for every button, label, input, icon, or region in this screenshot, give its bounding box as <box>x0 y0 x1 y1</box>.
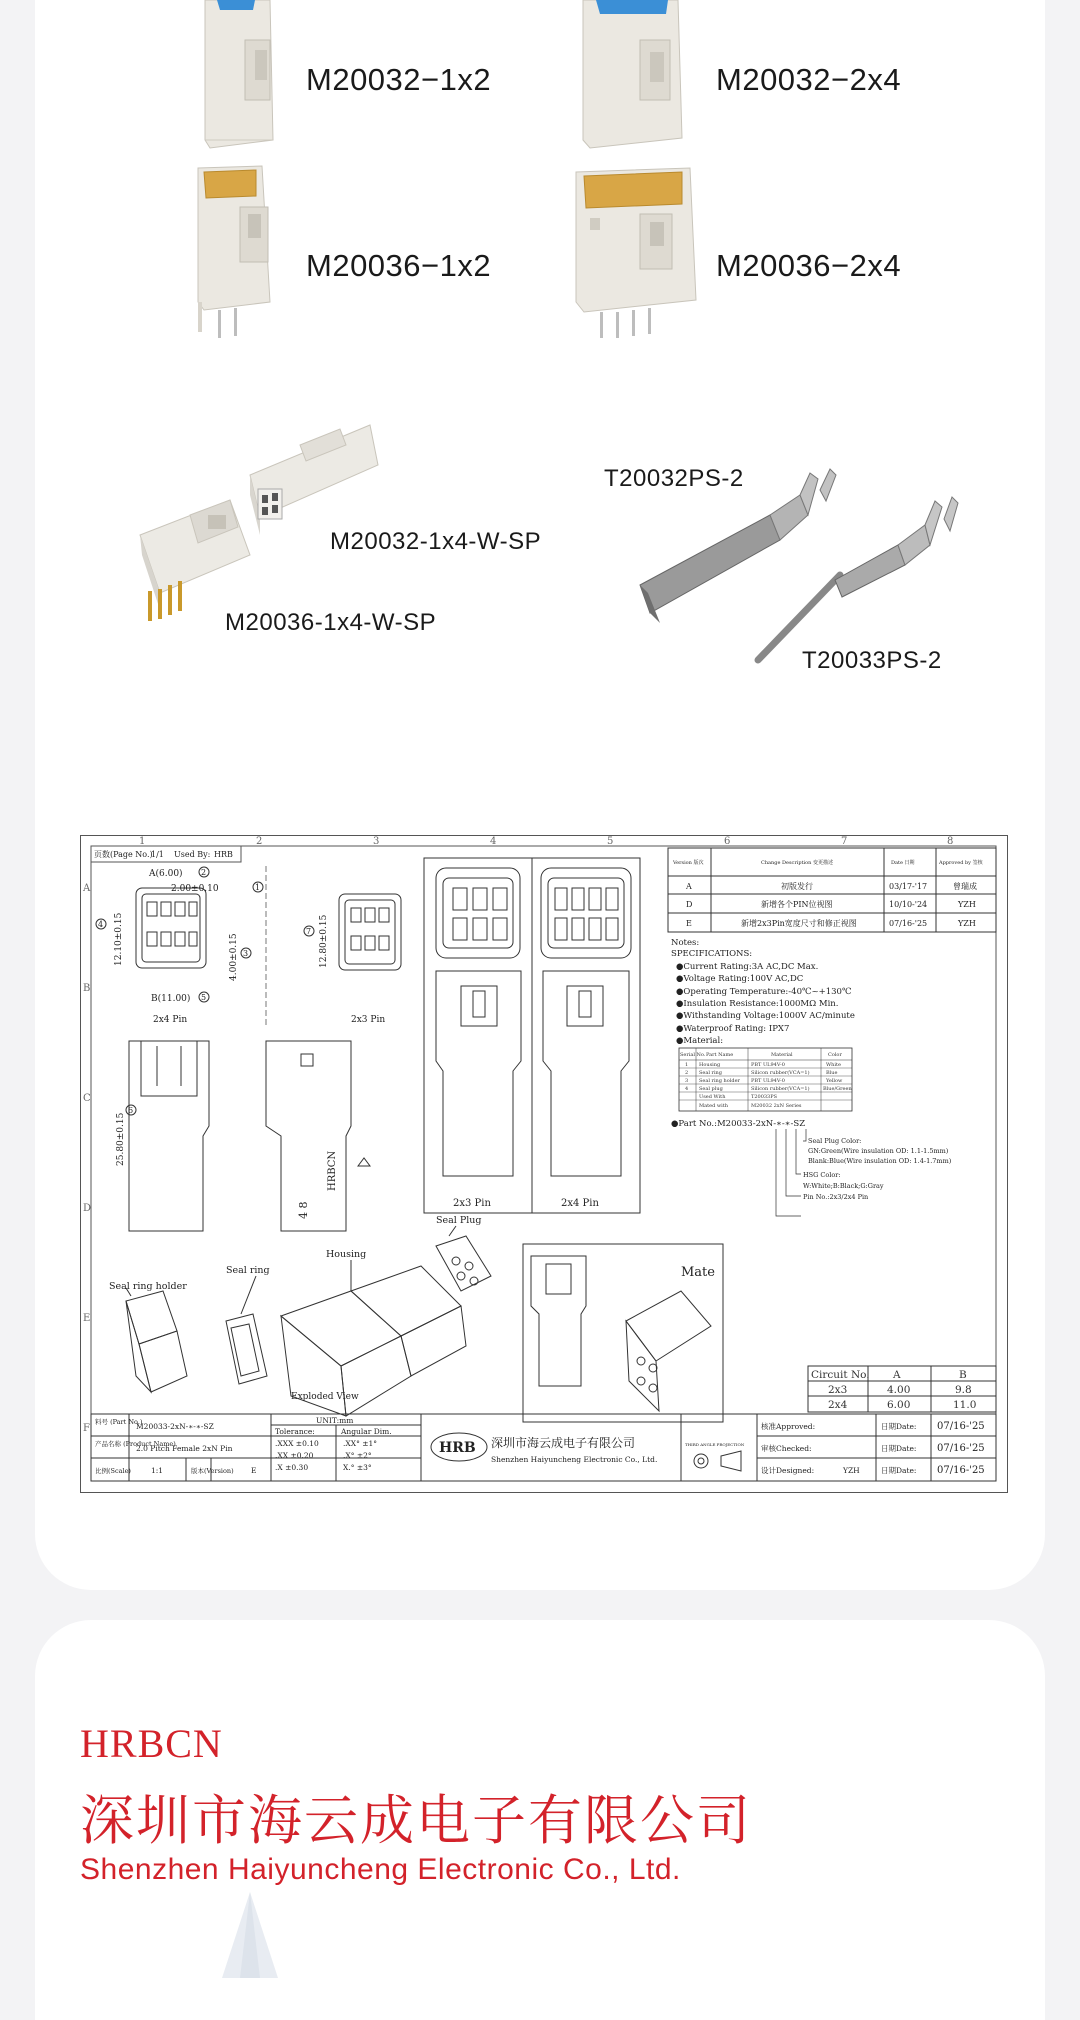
label-exploded-view: Exploded View <box>291 1392 359 1402</box>
label-m20032-1x4-w-sp: M20032-1x4-W-SP <box>330 528 542 555</box>
tb-projection: THIRD ANGLE PROJECTION <box>685 1442 745 1447</box>
tb-part-label: 料号 (Part No.) <box>95 1418 143 1426</box>
product-image-m20036-2x4 <box>570 162 700 342</box>
tb-date-1: 07/16-'25 <box>937 1421 985 1432</box>
dim-h1-no: 4 <box>98 920 104 929</box>
tb-logo: HRB <box>439 1440 476 1456</box>
grid-row-c: C <box>83 1093 91 1104</box>
tb-scale: 1:1 <box>151 1466 164 1475</box>
mat-head-3: Color <box>828 1052 842 1058</box>
tb-tol-0: .XXX ±0.10 <box>275 1439 319 1448</box>
brand-cn: 深圳市海云成电子有限公司 <box>80 1789 752 1852</box>
rev-head-date: Date 日期 <box>891 860 915 866</box>
seal-plug-gn: GN:Green(Wire insulation OD: 1.1-1.5mm) <box>808 1147 949 1155</box>
used-by: HRB <box>214 850 233 859</box>
tb-date-2: 07/16-'25 <box>937 1443 985 1454</box>
label-m20036-1x4-w-sp: M20036-1x4-W-SP <box>225 609 437 636</box>
notes-spec: SPECIFICATIONS: <box>671 949 753 959</box>
mat-r5-2: T20033PS <box>751 1094 778 1100</box>
mat-r6-1: Mated with <box>699 1103 728 1109</box>
mat-r6-2: M20032 2xN Series <box>751 1103 802 1109</box>
mat-r4-2: Silicon rubber(VCA=1) <box>751 1086 810 1092</box>
label-seal-plug: Seal Plug <box>436 1215 482 1226</box>
rev-row-2-desc: 新增各个PIN位视图 <box>761 900 833 909</box>
tb-date-label-2: 日期Date: <box>881 1444 917 1453</box>
tb-company-en: Shenzhen Haiyuncheng Electronic Co., Ltd. <box>491 1455 658 1464</box>
brand-en: HRBCN <box>80 1721 223 1766</box>
circuit-r2-0: 2x4 <box>828 1399 848 1411</box>
grid-col-5: 5 <box>607 836 614 847</box>
dim-h2-no: 3 <box>243 949 249 958</box>
circuit-table <box>808 1366 996 1412</box>
note-3: ●Operating Temperature:-40℃~+130℃ <box>676 987 852 997</box>
label-mate: Mate <box>681 1265 715 1280</box>
tb-ver: E <box>251 1466 257 1475</box>
circuit-r2-2: 11.0 <box>953 1399 977 1411</box>
view-2x4-caption: 2x4 Pin <box>153 1015 188 1025</box>
view-2x3-front <box>339 894 401 970</box>
rev-head-by: Approved by 签核 <box>939 860 983 866</box>
side-2x4-caption: 2x4 Pin <box>561 1198 599 1209</box>
revision-table <box>668 848 996 932</box>
tb-date-label-1: 日期Date: <box>881 1422 917 1431</box>
tb-company-cn: 深圳市海云成电子有限公司 <box>491 1436 636 1450</box>
rev-row-2-date: 10/10-'24 <box>889 900 928 909</box>
note-2: ●Voltage Rating:100V AC,DC <box>676 974 804 984</box>
tb-tol-head: Tolerance: <box>275 1427 315 1436</box>
tb-name-label: 产品名称 (Product Name) <box>95 1440 176 1448</box>
dim-h3-no: 7 <box>306 927 312 936</box>
note-5: ●Withstanding Voltage:1000V AC/minute <box>676 1011 855 1021</box>
tb-tol-2: .X ±0.30 <box>275 1463 309 1472</box>
tb-part: M20033-2xN-∗-∗-SZ <box>136 1422 214 1431</box>
mat-r1-1: Housing <box>699 1062 721 1068</box>
mat-r3-2: PBT UL94V-0 <box>751 1078 785 1084</box>
used-by-label: Used By: <box>174 850 211 859</box>
brand-sub: Shenzhen Haiyuncheng Electronic Co., Ltd. <box>80 1853 681 1886</box>
dim-b: B(11.00) <box>151 994 191 1004</box>
partno-line: ●Part No.:M20033-2xN-∗-∗-SZ <box>671 1119 806 1129</box>
rev-row-3-ver: E <box>686 919 692 928</box>
view-2x4-front <box>136 888 206 968</box>
mat-r4-0: 4 <box>685 1086 689 1092</box>
note-4: ●Insulation Resistance:1000MΩ Min. <box>676 999 839 1009</box>
dim-len-no: 6 <box>128 1106 134 1115</box>
grid-col-1: 1 <box>139 836 146 847</box>
grid-col-4: 4 <box>490 836 497 847</box>
tb-date-label-3: 日期Date: <box>881 1466 917 1475</box>
hsg-colors: W:White;B:Black;G:Gray <box>803 1182 884 1190</box>
grid-row-e: E <box>83 1313 91 1324</box>
mat-r2-1: Seal ring <box>699 1070 722 1076</box>
grid-row-a: A <box>83 883 91 894</box>
mat-r1-0: 1 <box>685 1062 689 1068</box>
housing-text: HRBCN <box>327 1150 338 1191</box>
tb-date-3: 07/16-'25 <box>937 1465 985 1476</box>
rev-row-3-by: YZH <box>958 919 976 928</box>
hsg-title: HSG Color: <box>803 1171 841 1179</box>
circuit-r2-1: 6.00 <box>887 1399 911 1411</box>
drawing-canvas <box>81 836 1006 1491</box>
grid-row-b: B <box>83 983 91 994</box>
label-m20036-1x2: M20036−1x2 <box>306 248 492 283</box>
tb-approved: 核准Approved: <box>761 1422 816 1431</box>
tb-ang-head: Angular Dim. <box>341 1427 392 1436</box>
mat-head-0: Serial No. <box>680 1052 706 1058</box>
label-m20032-1x2: M20032−1x2 <box>306 62 492 97</box>
seal-plug-bl: Blank:Blue(Wire insulation OD: 1.4-1.7mm) <box>808 1157 952 1165</box>
dim-len: 25.80±0.15 <box>116 1112 126 1166</box>
tb-ang-0: .XX° ±1° <box>343 1439 378 1448</box>
product-image-w-sp-pair <box>130 405 390 635</box>
building-graphic <box>220 1892 280 1978</box>
circuit-head-2: B <box>959 1369 967 1381</box>
dim-h2: 4.00±0.15 <box>229 933 239 981</box>
rev-row-3-date: 07/16-'25 <box>889 919 928 928</box>
engineering-drawing <box>80 835 1008 1493</box>
note-6: ●Waterproof Rating: IPX7 <box>676 1024 790 1034</box>
grid-col-3: 3 <box>373 836 380 847</box>
dim-h3: 12.80±0.15 <box>319 914 329 968</box>
label-t20033ps-2: T20033PS-2 <box>802 647 942 674</box>
notes-title: Notes: <box>671 938 700 948</box>
dim-h1: 12.10±0.15 <box>114 912 124 966</box>
dim-a: A(6.00) <box>149 869 183 879</box>
product-image-m20032-2x4 <box>578 0 688 150</box>
label-seal-ring-holder: Seal ring holder <box>109 1281 187 1292</box>
label-seal-ring: Seal ring <box>226 1265 270 1276</box>
tb-ver-label: 版本(Version) <box>191 1467 234 1475</box>
circuit-head-1: A <box>893 1369 901 1381</box>
mat-r3-1: Seal ring holder <box>699 1078 740 1084</box>
rev-row-1-ver: A <box>686 882 692 891</box>
note-7: ●Material: <box>676 1036 724 1046</box>
tb-checked: 审核Checked: <box>761 1444 812 1453</box>
circuit-r1-2: 9.8 <box>955 1384 972 1396</box>
page-no: 1/1 <box>151 850 164 859</box>
dim-pitch: 2.00±0.10 <box>171 884 219 894</box>
circuit-r1-1: 4.00 <box>887 1384 911 1396</box>
view-housing-side <box>266 1041 370 1231</box>
mat-r4-1: Seal plug <box>699 1086 723 1092</box>
dim-pitch-no: 1 <box>255 883 261 892</box>
notes <box>671 938 855 1046</box>
label-t20032ps-2: T20032PS-2 <box>604 465 744 492</box>
tb-unit: UNIT:mm <box>316 1416 354 1425</box>
rev-row-1-date: 03/17-'17 <box>889 882 928 891</box>
view-2x4-side <box>129 1041 209 1231</box>
rev-row-1-by: 曾瑞成 <box>953 882 977 891</box>
product-image-terminals <box>630 465 980 675</box>
product-image-m20036-1x2 <box>190 162 290 342</box>
grid-col-6: 6 <box>724 836 731 847</box>
tb-ang-2: X.° ±3° <box>343 1463 372 1472</box>
rev-row-2-by: YZH <box>958 900 976 909</box>
grid-col-7: 7 <box>841 836 848 847</box>
circuit-r1-0: 2x3 <box>828 1384 848 1396</box>
dim-b-no: 5 <box>201 993 207 1002</box>
mat-r2-0: 2 <box>685 1070 689 1076</box>
rev-row-1-desc: 初版发行 <box>781 882 813 891</box>
tb-designer: YZH <box>843 1466 860 1475</box>
circuit-head-0: Circuit No. <box>811 1369 870 1381</box>
mat-r3-3: Yellow <box>826 1078 843 1084</box>
mate-view <box>523 1244 723 1422</box>
label-m20036-2x4: M20036−2x4 <box>716 248 902 283</box>
rev-head-desc: Change Description 变更描述 <box>761 860 833 866</box>
rev-row-2-ver: D <box>686 900 693 909</box>
mat-r4-3: Blue/Green <box>823 1086 852 1092</box>
view-2x3-caption: 2x3 Pin <box>351 1015 386 1025</box>
note-1: ●Current Rating:3A AC,DC Max. <box>676 962 819 972</box>
side-2x3-caption: 2x3 Pin <box>453 1198 491 1209</box>
mat-r5-1: Used With <box>699 1094 726 1100</box>
grid-col-8: 8 <box>947 836 954 847</box>
grid-row-f: F <box>83 1423 90 1434</box>
mat-r1-3: White <box>826 1062 841 1068</box>
product-image-m20032-1x2 <box>195 0 285 150</box>
label-housing: Housing <box>326 1249 367 1260</box>
view-side-2x4 <box>532 858 640 1213</box>
mat-head-2: Material <box>771 1052 793 1058</box>
tb-designed: 设计Designed: <box>761 1466 815 1475</box>
part-no-breakdown <box>671 1119 952 1216</box>
pin-no: Pin No.:2x3/2x4 Pin <box>803 1193 869 1201</box>
grid-row-d: D <box>83 1203 92 1214</box>
tb-scale-label: 比例(Scale) <box>95 1467 131 1475</box>
tb-ang-1: .X° ±2° <box>343 1451 372 1460</box>
tb-tol-1: .XX ±0.20 <box>275 1451 314 1460</box>
rev-row-3-desc: 新增2x3Pin宽度尺寸和修正视图 <box>741 919 857 928</box>
mat-head-1: Part Name <box>706 1052 734 1058</box>
label-m20032-2x4: M20032−2x4 <box>716 62 902 97</box>
rev-head-ver: Version 版次 <box>673 860 704 866</box>
seal-plug-title: Seal Plug Color: <box>808 1137 862 1145</box>
dim-a-no: 2 <box>201 868 207 877</box>
grid-col-2: 2 <box>256 836 263 847</box>
tb-name: 2.0 Pitch Female 2xN Pin <box>136 1444 233 1453</box>
mat-r3-0: 3 <box>685 1078 689 1084</box>
mat-r1-2: PBT UL94V-0 <box>751 1062 785 1068</box>
exploded-view <box>126 1226 491 1416</box>
mat-r2-3: Blue <box>826 1070 838 1076</box>
view-side-2x3 <box>424 858 532 1213</box>
mat-r2-2: Silicon rubber(VCA=1) <box>751 1070 810 1076</box>
housing-digits: 4 8 <box>297 1201 310 1219</box>
material-table <box>679 1048 852 1111</box>
page-no-label: 页数(Page No.) <box>94 850 153 859</box>
